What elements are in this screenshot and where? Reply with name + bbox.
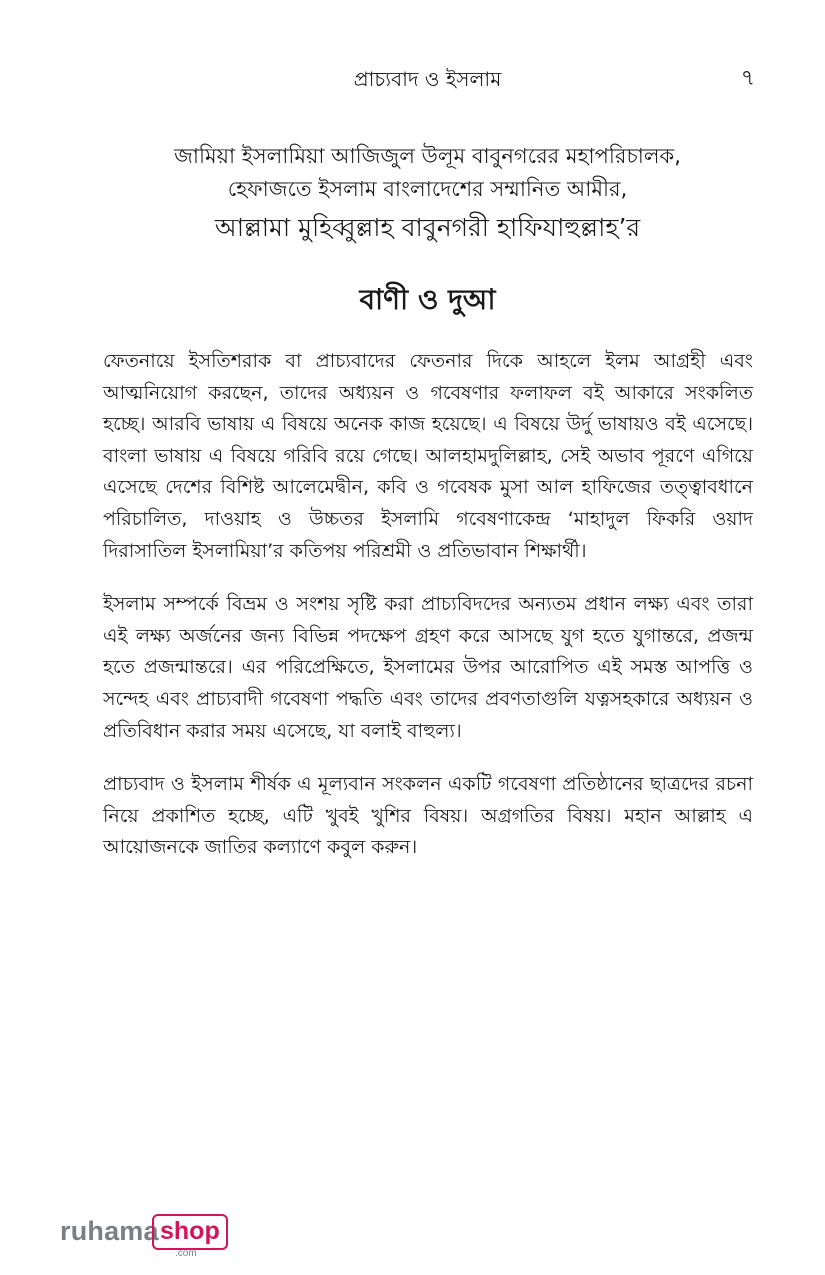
dedication-line-1: জামিয়া ইসলামিয়া আজিজুল উলূম বাবুনগরের মহাপরিচালক,	[174, 144, 681, 168]
logo-suffix: .com	[175, 1248, 197, 1259]
running-title: প্রাচ্যবাদ ও ইসলাম	[353, 67, 502, 91]
paragraph-3: প্রাচ্যবাদ ও ইসলাম শীর্ষক এ মূল্যবান সংকলন একটি গবেষণা প্রতিষ্ঠানের ছাত্রদের রচনা নিয়ে প্রকাশিত হচ্ছে, এটি খুবই খুশির বিষয়। অগ্রগতির বিষয়। মহান আল্লাহ এ আয়োজনকে জাতির কল্যাণে কবুল করুন।	[103, 773, 753, 859]
page-number: ৭	[740, 66, 755, 91]
paragraph-2: ইসলাম সম্পর্কে বিভ্রম ও সংশয় সৃষ্টি করা প্রাচ্যবিদদের অন্যতম প্রধান লক্ষ্য এবং তারা এই লক্ষ্য অর্জনের জন্য বিভিন্ন পদক্ষেপ গ্রহণ করে আসছে যুগ হতে যুগান্তরে, প্রজন্ম হতে প্রজন্মান্তরে। এর পরিপ্রেক্ষিতে, ইসলামের উপর আরোপিত এই সমস্ত আপত্তি ও সন্দেহ এবং প্রাচ্যবাদী গবেষণা পদ্ধতি এবং তাদের প্রবণতাগুলি যত্নসহকারে অধ্যয়ন ও প্রতিবিধান করার সময় এসেছে, যা বলাই বাহুল্য।	[103, 593, 753, 742]
logo-shop-box: shop	[152, 1214, 228, 1250]
ruhama-shop-logo	[60, 1212, 240, 1260]
body-text	[103, 346, 753, 886]
logo-word: ruhama	[60, 1216, 159, 1246]
dedication-line-3: আল্লামা মুহিব্বুল্লাহ বাবুনগরী হাফিযাহুল্লাহ’র	[214, 213, 641, 242]
paragraph-1: ফেতনায়ে ইসতিশরাক বা প্রাচ্যবাদের ফেতনার দিকে আহলে ইলম আগ্রহী এবং আত্মনিয়োগ করছেন, তাদের অধ্যয়ন ও গবেষণার ফলাফল বই আকারে সংকলিত হচ্ছে। আরবি ভাষায় এ বিষয়ে অনেক কাজ হয়েছে। এ বিষয়ে উর্দু ভাষায়ও বই এসেছে। বাংলা ভাষায় এ বিষয়ে গরিবি রয়ে গেছে। আলহামদুলিল্লাহ, সেই অভাব পূরণে এগিয়ে এসেছে দেশের বিশিষ্ট আলেমেদ্বীন, কবি ও গবেষক মুসা আল হাফিজের তত্ত্বাবধানে পরিচালিত, দাওয়াহ ও উচ্চতর ইসলামি গবেষণাকেন্দ্র ‘মাহাদুল ফিকরি ওয়াদ দিরাসাতিল ইসলামিয়া’র কতিপয় পরিশ্রমী ও প্রতিভাবান শিক্ষার্থী।	[103, 350, 753, 562]
dedication-block	[100, 140, 755, 248]
running-header	[100, 62, 755, 96]
dedication-line-2: হেফাজতে ইসলাম বাংলাদেশের সম্মানিত আমীর,	[227, 177, 628, 201]
section-title: বাণী ও দুআ	[359, 283, 496, 316]
